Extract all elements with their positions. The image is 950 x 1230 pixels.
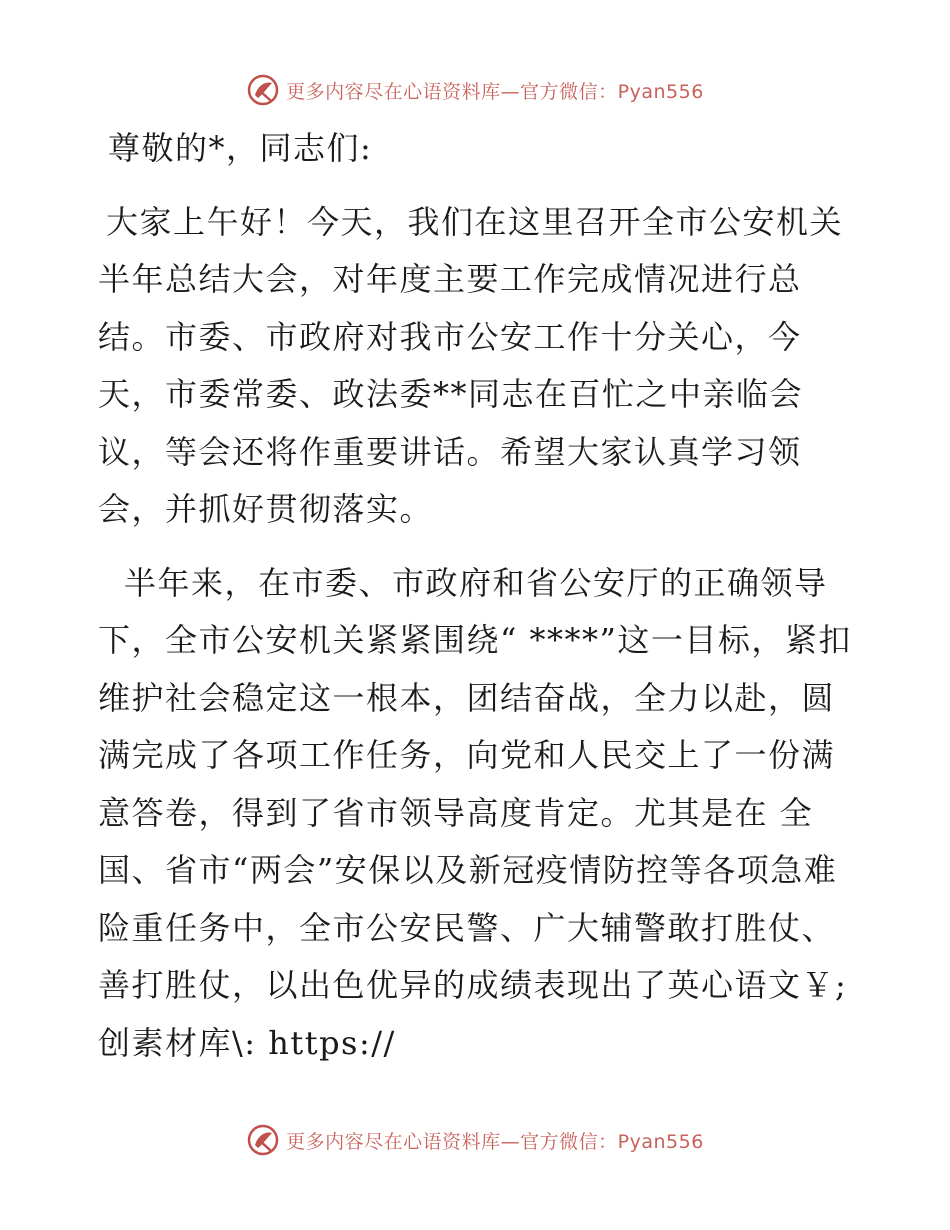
- watermark-text: 更多内容尽在心语资料库—官方微信：Pyan556: [286, 80, 704, 103]
- watermark-header: [0, 70, 950, 110]
- paragraph-1: 大家上午好！今天，我们在这里召开全市公安机关半年总结大会，对年度主要工作完成情况进行总结。市委、市政府对我市公安工作十分关心，今天，市委常委、政法委**同志在百忙之中亲临会议，等会还将作重要讲话。希望大家认真学习领会，并抓好贯彻落实。: [98, 202, 844, 528]
- watermark-text: 更多内容尽在心语资料库—官方微信：Pyan556: [286, 1130, 704, 1153]
- rose-brush-logo-icon: [246, 73, 280, 107]
- salutation: 尊敬的*，同志们:: [108, 129, 373, 167]
- paragraph-2: 半年来，在市委、市政府和省公安厅的正确领导下，全市公安机关紧紧围绕“ ****”这一目标，紧扣维护社会稳定这一根本，团结奋战，全力以赴，圆满完成了各项工作任务，向党和人民交上了一份满意答卷，得到了省市领导高度肯定。尤其是在 全国、省市“两会”安保以及新冠疫情防控等各项急难险重任务中，全市公安民警、广大辅警敢打胜仗、善打胜仗，以出色优异的成绩表现出了英心语文￥;创素材库\: https://: [98, 563, 852, 1062]
- rose-brush-logo-icon: [246, 1123, 280, 1157]
- document-body: [98, 118, 858, 1072]
- watermark-footer: [0, 1120, 950, 1160]
